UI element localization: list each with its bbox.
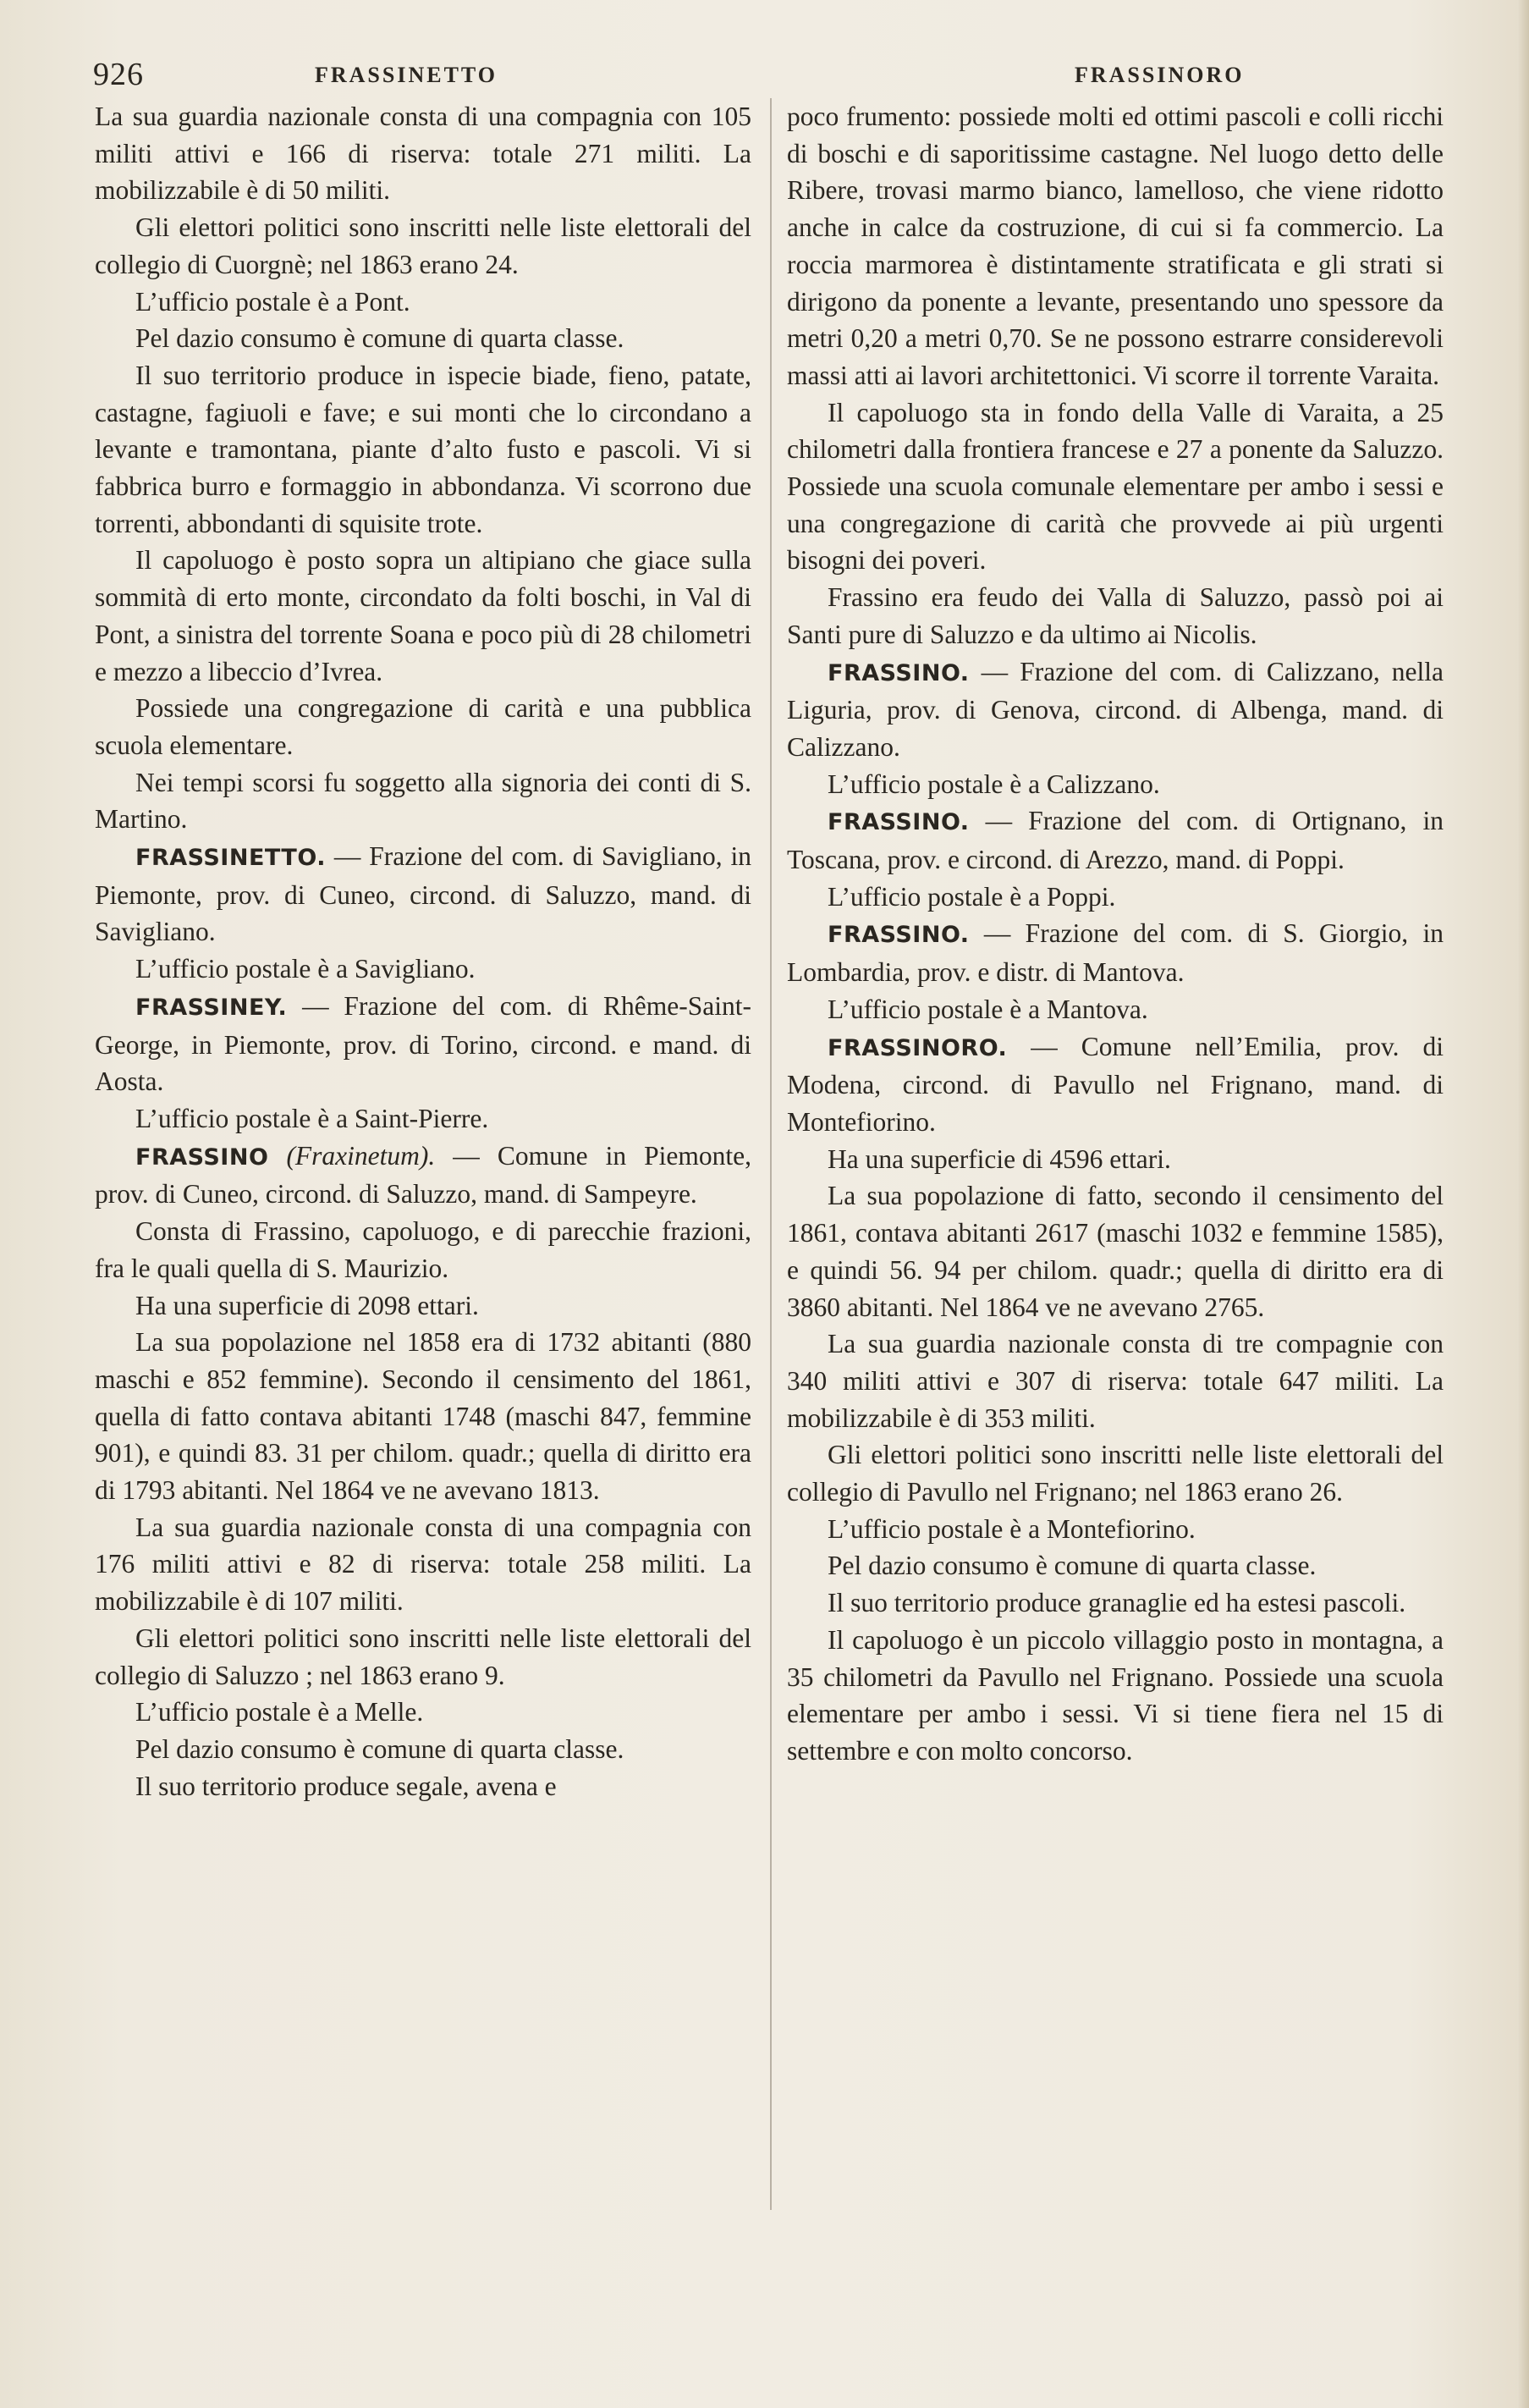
entry-text: — Frazione del com. di S. Giorgio, in Lombardia, prov. e distr. di Mantova. — [787, 918, 1444, 988]
paragraph — [95, 1287, 751, 1325]
continued-paragraph — [95, 98, 751, 209]
page-edge — [1517, 0, 1529, 2408]
entry-text: — Frazione del com. di Ortignano, in Toscana, prov. e circond. di Arezzo, mand. di Poppi. — [787, 806, 1444, 875]
left-running-head: FRASSINETTO — [315, 63, 498, 87]
paragraph-text: Possiede una congregazione di carità e una pubblica scuola elementare. — [95, 693, 751, 760]
paragraph-text: La sua popolazione nel 1858 era di 1732 abitanti (880 maschi e 852 femmine). Secondo il censimento del 1861, quella di fatto contava abitanti 1748 (maschi 847, femmine 901), e quindi 83. 31 per chilom. quadr.; quella di diritto era di 1793 abitanti. Nel 1864 ve ne avevano 1813. — [95, 1327, 751, 1506]
entry-text: — Comune in Piemonte, prov. di Cuneo, circond. di Saluzzo, mand. di Sampeyre. — [95, 1140, 751, 1210]
gazetteer-entry — [95, 988, 751, 1100]
page-number: 926 — [93, 57, 144, 92]
entry-headword: FRASSINO. — [828, 922, 970, 949]
paragraph-text: Nei tempi scorsi fu soggetto alla signoria dei conti di S. Martino. — [95, 767, 751, 835]
paragraph-text: L’ufficio postale è a Savigliano. — [135, 954, 476, 984]
paragraph-text: L’ufficio postale è a Calizzano. — [828, 769, 1160, 799]
column-divider — [770, 98, 772, 2210]
paragraph — [787, 1436, 1444, 1510]
paragraph-text: L’ufficio postale è a Saint-Pierre. — [135, 1103, 489, 1133]
entry-headword: FRASSINO — [135, 1143, 269, 1171]
paragraph-text: Il suo territorio produce in ispecie biade, fieno, patate, castagne, fagiuoli e fave; e sui monti che lo circondano a levante e tramontana, piante d’alto fusto e pascoli. Vi si fabbrica burro e formaggio in abbondanza. Vi scorrono due torrenti, abbondanti di squisite trote. — [95, 360, 751, 538]
paragraph — [95, 1324, 751, 1509]
entry-headword: FRASSINETTO. — [135, 845, 326, 872]
right-text-column — [787, 98, 1444, 1770]
paragraph — [95, 690, 751, 763]
paragraph-text: L’ufficio postale è a Mantova. — [828, 994, 1148, 1024]
paragraph-text: Pel dazio consumo è comune di quarta classe. — [828, 1551, 1317, 1581]
paragraph-text: Gli elettori politici sono inscritti nelle liste elettorali del collegio di Saluzzo ; nel 1863 erano 9. — [95, 1623, 751, 1690]
continued-paragraph — [787, 98, 1444, 394]
paragraph — [787, 579, 1444, 653]
paragraph-text: Il suo territorio produce granaglie ed ha estesi pascoli. — [828, 1588, 1406, 1618]
right-header — [787, 56, 1447, 93]
paragraph — [787, 1547, 1444, 1584]
left-text-column — [95, 98, 751, 1805]
paragraph — [787, 1177, 1444, 1325]
entry-headword: FRASSINO. — [828, 809, 970, 836]
entry-text: — Frazione del com. di Rhême-Saint-George, in Piemonte, prov. di Torino, circond. e mand. di Aosta. — [95, 990, 751, 1097]
paragraph-text: Frassino era feudo dei Valla di Saluzzo, passò poi ai Santi pure di Saluzzo e da ultimo ai Nicolis. — [787, 582, 1444, 649]
paragraph — [787, 394, 1444, 580]
paragraph-text: Il suo territorio produce segale, avena e — [135, 1771, 557, 1801]
paragraph — [95, 542, 751, 690]
paragraph-text: poco frumento: possiede molti ed ottimi pascoli e colli ricchi di boschi e di saporitissime castagne. Nel luogo detto delle Ribere, trovasi marmo bianco, lamelloso, che viene ridotto anche in calce da costruzione, di cui si fa commercio. La roccia marmorea è distintamente stratificata e gli strati si dirigono da ponente a levante, presentando uno spessore da metri 0,20 a metri 0,70. Se ne possono estrarre considerevoli massi atti ai lavori architettonici. Vi scorre il torrente Varaita. — [787, 102, 1444, 390]
gazetteer-entry — [787, 915, 1444, 990]
paragraph — [787, 766, 1444, 803]
paragraph — [95, 1694, 751, 1731]
left-header — [93, 56, 753, 93]
paragraph-text: La sua guardia nazionale consta di tre compagnie con 340 militi attivi e 307 di riserva: totale 647 militi. La mobilizzabile è di 353 militi. — [787, 1329, 1444, 1433]
paragraph-text: Il capoluogo sta in fondo della Valle di Varaita, a 25 chilometri dalla frontiera francese e 27 a ponente da Saluzzo. Possiede una scuola comunale elementare per ambo i sessi e una congregazione di carità che provvede ai più urgenti bisogni dei poveri. — [787, 397, 1444, 576]
paragraph — [95, 1213, 751, 1287]
paragraph-text: Pel dazio consumo è comune di quarta classe. — [135, 1733, 624, 1764]
entry-text: — Comune nell’Emilia, prov. di Modena, circond. di Pavullo nel Frignano, mand. di Montefiorino. — [787, 1031, 1444, 1137]
paragraph-text: L’ufficio postale è a Poppi. — [828, 881, 1116, 912]
gazetteer-entry — [787, 1028, 1444, 1141]
paragraph-text: L’ufficio postale è a Montefiorino. — [828, 1513, 1196, 1544]
paragraph-text: Il capoluogo è un piccolo villaggio posto in montagna, a 35 chilometri da Pavullo nel Frignano. Possiede una scuola elementare per ambo i sessi. Vi si tiene fiera nel 15 di settembre e con molto concorso. — [787, 1624, 1444, 1766]
entry-latin-name: (Fraxinetum). — [286, 1140, 436, 1171]
paragraph-text: Il capoluogo è posto sopra un altipiano che giace sulla sommità di erto monte, circondato da folti boschi, in Val di Pont, a sinistra del torrente Soana e poco più di 28 chilometri e mezzo a libeccio d’Ivrea. — [95, 545, 751, 686]
right-running-head: FRASSINORO — [1075, 63, 1245, 87]
paragraph — [95, 1620, 751, 1694]
paragraph — [787, 991, 1444, 1028]
paragraph — [787, 1141, 1444, 1178]
paragraph-text: Gli elettori politici sono inscritti nelle liste elettorali del collegio di Pavullo nel Frignano; nel 1863 erano 26. — [787, 1440, 1444, 1507]
paragraph — [787, 1511, 1444, 1548]
entry-text: — Frazione del com. di Calizzano, nella Liguria, prov. di Genova, circond. di Albenga, mand. di Calizzano. — [787, 656, 1444, 762]
paragraph-text: La sua popolazione di fatto, secondo il censimento del 1861, contava abitanti 2617 (maschi 1032 e femmine 1585), e quindi 56. 94 per chilom. quadr.; quella di diritto era di 3860 abitanti. Nel 1864 ve ne avevano 2765. — [787, 1181, 1444, 1322]
paragraph — [787, 879, 1444, 916]
paragraph — [95, 284, 751, 321]
gazetteer-entry — [95, 838, 751, 951]
entry-headword: FRASSINO. — [828, 659, 970, 686]
paragraph — [95, 1768, 751, 1805]
gazetteer-entry — [787, 802, 1444, 878]
paragraph — [95, 1509, 751, 1620]
paragraph — [95, 209, 751, 283]
entry-headword: FRASSINEY. — [135, 994, 288, 1021]
entry-headword: FRASSINORO. — [828, 1034, 1008, 1061]
paragraph-text: L’ufficio postale è a Pont. — [135, 286, 410, 317]
paragraph — [95, 764, 751, 838]
paragraph — [787, 1622, 1444, 1770]
paragraph-text: Consta di Frassino, capoluogo, e di parecchie frazioni, fra le quali quella di S. Maurizio. — [95, 1216, 751, 1283]
paragraph — [787, 1584, 1444, 1622]
gazetteer-entry — [787, 653, 1444, 766]
paragraph-text: Ha una superficie di 2098 ettari. — [135, 1290, 479, 1320]
paragraph-text: La sua guardia nazionale consta di una compagnia con 176 militi attivi e 82 di riserva: totale 258 militi. La mobilizzabile è di 107 militi. — [95, 1512, 751, 1617]
paragraph-text: Gli elettori politici sono inscritti nelle liste elettorali del collegio di Cuorgnè; nel 1863 erano 24. — [95, 212, 751, 279]
paragraph-text: Ha una superficie di 4596 ettari. — [828, 1143, 1171, 1174]
paragraph — [95, 1100, 751, 1138]
paragraph — [787, 1325, 1444, 1436]
paragraph — [95, 951, 751, 988]
paragraph — [95, 1731, 751, 1768]
paragraph-text: La sua guardia nazionale consta di una compagnia con 105 militi attivi e 166 di riserva: totale 271 militi. La mobilizzabile è di 50 militi. — [95, 102, 751, 206]
gazetteer-entry — [95, 1138, 751, 1213]
paragraph-text: Pel dazio consumo è comune di quarta classe. — [135, 323, 624, 354]
paragraph — [95, 320, 751, 357]
paragraph — [95, 357, 751, 543]
paragraph-text: L’ufficio postale è a Melle. — [135, 1697, 424, 1727]
entry-text: — Frazione del com. di Savigliano, in Piemonte, prov. di Cuneo, circond. di Saluzzo, mand. di Savigliano. — [95, 841, 751, 947]
